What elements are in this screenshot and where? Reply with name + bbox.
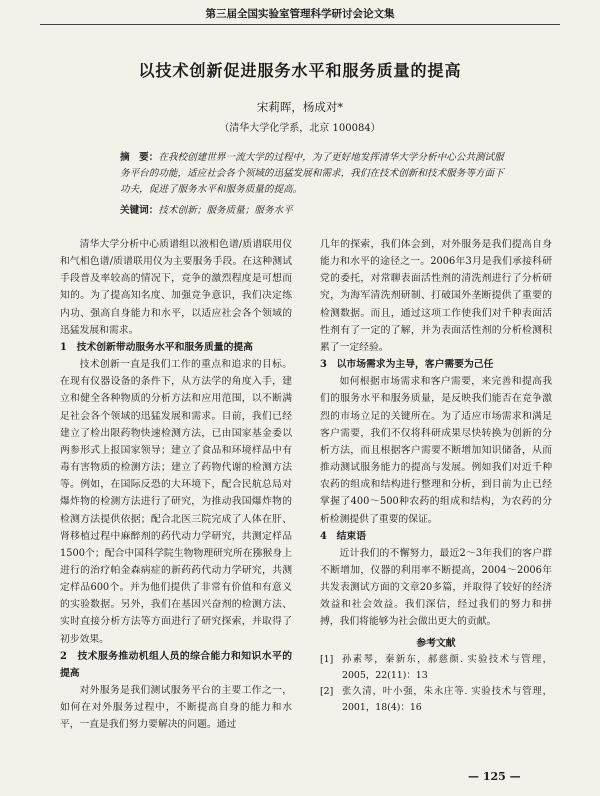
reference-number: [1] bbox=[320, 653, 334, 665]
affiliation: （清华大学化学系，北京 100084） bbox=[219, 123, 381, 134]
paragraph: 清华大学分析中心质谱组以液相色谱/质谱联用仪和气相色谱/质谱联用仪为主要服务手段。在这种测试手段普及率较高的情况下，竞争的激烈程度是可想而知的。为了提高知名度、加强竞争意识，我们决定练内功、强高自身能力和水平，以适应社会各个领域的迅猛发展和需求。 bbox=[60, 239, 292, 336]
abstract bbox=[120, 150, 512, 198]
paragraph: 技术创新一直是我们工作的重点和追求的目标。在现有仪器设备的条件下，从方法学的角度入手，建立和健全各种物质的分析方法和应用范围，以不断满足社会各个领域的迅猛发展和需求。目前，我们已经建立了检出限药物快速检测方法，已由国家基金委以两参形式上报国家领导；建立了食品和环境样品中有毒有害物质的检测方法；建立了药物代谢的检测方法等。例如，在国际反恐的大环境下，配合民航总局对爆炸物的检测方法进行了研究，为推动我国爆炸物的检测方法提供依据；配合北医三院完成了人体在肝、肾移植过程中麻醉剂的药代动力学研究，共测定样品1500个；配合中国科学院生物物理研究所在猕猴身上进行的治疗帕金森病症的新药药代动力学研究，共测定样品600个。并为他们提供了非常有价值和有意义的实验数据。另外，我们在基因兴奋剂的检测方法、实时直接分析方法等方面进行了研究探索，并取得了初步效果。 bbox=[60, 359, 292, 645]
reference-item bbox=[320, 684, 552, 716]
authors: 宋莉晖，杨成对* bbox=[256, 100, 344, 114]
left-column bbox=[60, 236, 292, 734]
page-number: — 125 — bbox=[468, 770, 521, 783]
section-heading: 4 结束语 bbox=[320, 530, 367, 542]
reference-item bbox=[320, 652, 552, 684]
section-heading: 2 技术服务推动机组人员的综合能力和知识水平的提高 bbox=[60, 650, 292, 679]
section-heading: 1 技术创新带动服务水平和服务质量的提高 bbox=[60, 341, 253, 353]
paragraph: 如何根据市场需求和客户需要，来完善和提高我们的服务水平和服务质量，是反映我们能否在竞争激烈的市场立足的关键所在。为了适应市场需求和满足客户需要，我们不仅将科研成果尽快转换为创新的分析方法，而且根据客户需要不断增加知识储备，从而推动测试服务能力的提高与发展。例如我们对近千种农药的组成和结构进行整理和分析，到目前为止已经掌握了400～500种农药的组成和结构，为农药的分析检测提供了重要的保证。 bbox=[320, 376, 552, 525]
running-header: 第三届全国实验室管理科学研讨会论文集 bbox=[40, 6, 560, 25]
header-rule bbox=[40, 24, 560, 25]
abstract-text: 在我校创建世界一流大学的过程中，为了更好地发挥清华大学分析中心公共测试服务平台的功能，适应社会各个领域的迅猛发展和需求，我们在技术创新和技术服务等方面下功夫，促进了服务水平和服务质量的提高。 bbox=[120, 152, 504, 195]
reference-number: [2] bbox=[320, 685, 334, 697]
paragraph: 几年的探索，我们体会到，对外服务是我们提高自身能力和水平的途径之一。2006年3月是我们承接科研党的委托，对常聊表面活性剂的清洗剂进行了分析研究，为海军清洗剂研制、打破国外垄断提供了重要的检测数据。而且，通过这项工作使我们对千种表面活性剂有了一定的了解，并为表面活性剂的分析检测积累了一定经验。 bbox=[320, 239, 552, 353]
keywords bbox=[120, 202, 512, 216]
reference-text: 孙素琴，秦新东，郝慈颜. 实验技术与管理，2005，22(11)：13 bbox=[342, 653, 552, 681]
abstract-label: 摘 要： bbox=[120, 152, 159, 163]
references-heading: 参考文献 bbox=[416, 637, 456, 649]
section-heading: 3 以市场需求为主导，客户需要为己任 bbox=[320, 359, 494, 371]
paper-title: 以技术创新促进服务水平和服务质量的提高 bbox=[138, 61, 462, 80]
paragraph: 对外服务是我们测试服务平台的主要工作之一，如何在对外服务过程中，不断提高自身的能力和水平，一直是我们努力要解决的问题。通过 bbox=[60, 685, 292, 731]
right-column bbox=[320, 236, 552, 716]
reference-text: 张久清，叶小强，朱永庄等. 实验技术与管理，2001，18(4)：16 bbox=[342, 685, 552, 713]
keywords-label: 关键词： bbox=[120, 205, 159, 216]
keywords-text: 技术创新；服务质量；服务水平 bbox=[158, 205, 293, 216]
paragraph: 近计我们的不懈努力，最近2～3年我们的客户群不断增加，仪器的利用率不断提高，2004～2006年共发表测试方面的文章20多篇，并取得了较好的经济效益和社会效益。我们深信，经过我们的努力和拼搏，我们将能够为社会做出更大的贡献。 bbox=[320, 547, 552, 628]
